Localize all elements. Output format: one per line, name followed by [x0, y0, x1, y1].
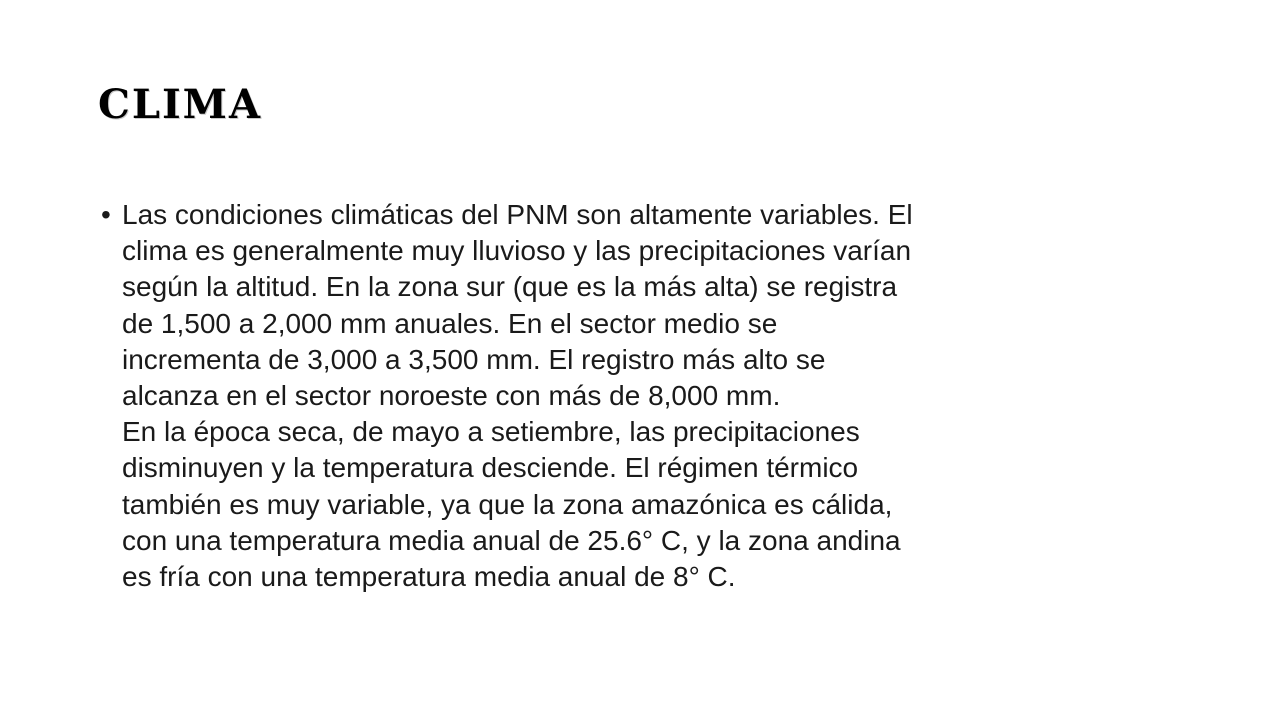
- paragraph-line-6: alcanza en el sector noroeste con más de 8,000 mm.: [122, 380, 781, 412]
- paragraph-line-2: clima es generalmente muy lluvioso y las precipitaciones varían: [122, 235, 912, 267]
- paragraph-line-11: es fría con una temperatura media anual de 8° C.: [122, 561, 736, 593]
- paragraph-line-7: En la época seca, de mayo a setiembre, las precipitaciones: [122, 416, 860, 448]
- paragraph-line-5: incrementa de 3,000 a 3,500 mm. El registro más alto se: [122, 343, 826, 375]
- paragraph-line-3: según la altitud. En la zona sur (que es la más alta) se registra: [122, 271, 898, 303]
- paragraph-line-8: disminuyen y la temperatura desciende. El régimen térmico: [122, 452, 859, 484]
- bullet-icon: •: [101, 199, 111, 230]
- bullet-item: [100, 197, 1130, 595]
- slide-title: CLIMA: [98, 81, 262, 128]
- paragraph-line-4: de 1,500 a 2,000 mm anuales. En el sector medio se: [122, 307, 778, 339]
- paragraph-line-9: también es muy variable, ya que la zona amazónica es cálida,: [122, 488, 893, 520]
- bullet-list: [100, 197, 1130, 595]
- paragraph-line-10: con una temperatura media anual de 25.6° C, y la zona andina: [122, 524, 901, 556]
- paragraph-line-1: Las condiciones climáticas del PNM son altamente variables. El: [122, 199, 913, 230]
